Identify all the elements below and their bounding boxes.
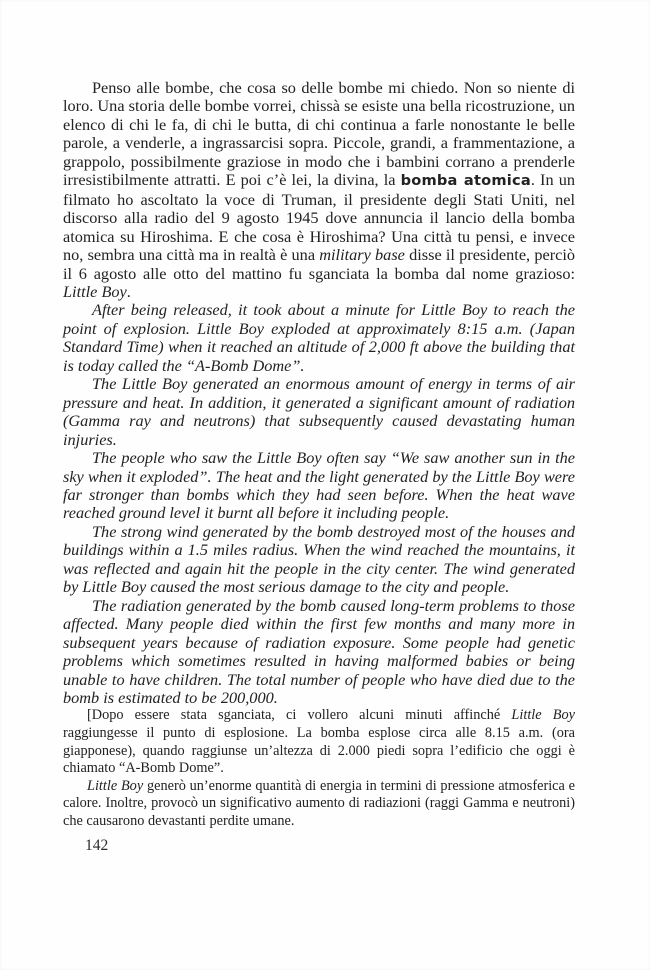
paragraph-english: [63, 375, 575, 449]
text-run: . In un filmato ho ascoltato la voce di Truman, il presidente degli Stati Uniti, nel discorso alla radio del 9 agosto 1945 dove annuncia il lancio della bomba atomica su Hiroshima. E che cosa è Hiroshima? Una città tu pensi, e invece no, sembra una città ma in realtà è una: [63, 170, 576, 265]
text-block: [63, 79, 575, 831]
paragraph-english: [63, 301, 575, 375]
italic-text-run: military base: [319, 245, 405, 265]
italic-text-run: Little Boy: [87, 777, 144, 794]
text-run: The radiation generated by the bomb caused long-term problems to those affected. Many people died within the first few months and many more in subsequent years because of radiation exposure. Some people had genetic problems which sometimes resulted in having malformed babies or being unable to have children. The total number of people who have died due to the bomb is estimated to be 200,000.: [63, 595, 575, 707]
text-run: [Dopo essere stata sganciata, ci vollero alcuni minuti affinché: [87, 707, 512, 724]
paragraph-body: [63, 79, 575, 301]
italic-text-run: Little Boy: [511, 707, 575, 724]
text-run: raggiungesse il punto di esplosione. La bomba esplose circa alle 8.15 a.m. (ora giapponese), quando raggiunse un’altezza di 2.000 piedi sopra l’edificio che oggi è chiamato “A-Bomb Dome”.: [63, 725, 575, 777]
page-number: 142: [85, 837, 109, 854]
text-run: The people who saw the Little Boy often say “We saw another sun in the sky when it exploded”. The heat and the light generated by the Little Boy were far stronger than bombs which they had seen before. When the heat wave reached ground level it burnt all before it including people.: [63, 448, 575, 523]
italic-text-run: Little Boy: [63, 281, 127, 301]
paragraph-small: [63, 778, 575, 831]
display-text-run: bomba atomica: [400, 172, 531, 190]
paragraph-english: [63, 597, 575, 708]
text-run: disse il presidente, perciò il 6 agosto alle otto del mattino fu sganciata la bomba dal nome grazioso:: [63, 245, 576, 283]
paragraph-small: [63, 707, 575, 777]
text-run: Penso alle bombe, che cosa so delle bombe mi chiedo. Non so niente di loro. Una storia delle bombe vorrei, chissà se esiste una bella ricostruzione, un elenco di chi le fa, di chi le butta, di chi continua a farle nonostante le belle parole, a venderle, a ingrassarcisi sopra. Piccole, grandi, a frammentazione, a grappolo, possibilmente graziose in modo che i bambini corrano a prenderle irresistibilmente attratti. E poi c’è lei, la divina, la: [63, 78, 575, 190]
text-run: The strong wind generated by the bomb destroyed most of the houses and buildings within a 1.5 miles radius. When the wind reached the mountains, it was reflected and again hit the people in the city center. The wind generated by Little Boy caused the most serious damage to the city and people.: [63, 521, 575, 597]
text-run: After being released, it took about a minute for Little Boy to reach the point of explosion. Little Boy exploded at approximately 8:15 a.m. (Japan Standard Time) when it reached an altitude of 2,000 ft above the building that is today called the “A-Bomb Dome”.: [63, 300, 575, 375]
text-run: The Little Boy generated an enormous amount of energy in terms of air pressure and heat. In addition, it generated a significant amount of radiation (Gamma ray and neutrons) that subsequently caused devastating human injuries.: [63, 374, 575, 449]
text-run: generò un’enorme quantità di energia in termini di pressione atmosferica e calore. Inoltre, provocò un significativo aumento di radiazioni (raggi Gamma e neutroni) che causarono devastanti perdite umane.: [63, 777, 575, 829]
text-run: .: [126, 281, 131, 301]
paragraph-english: [63, 523, 575, 597]
paragraph-english: [63, 449, 575, 523]
